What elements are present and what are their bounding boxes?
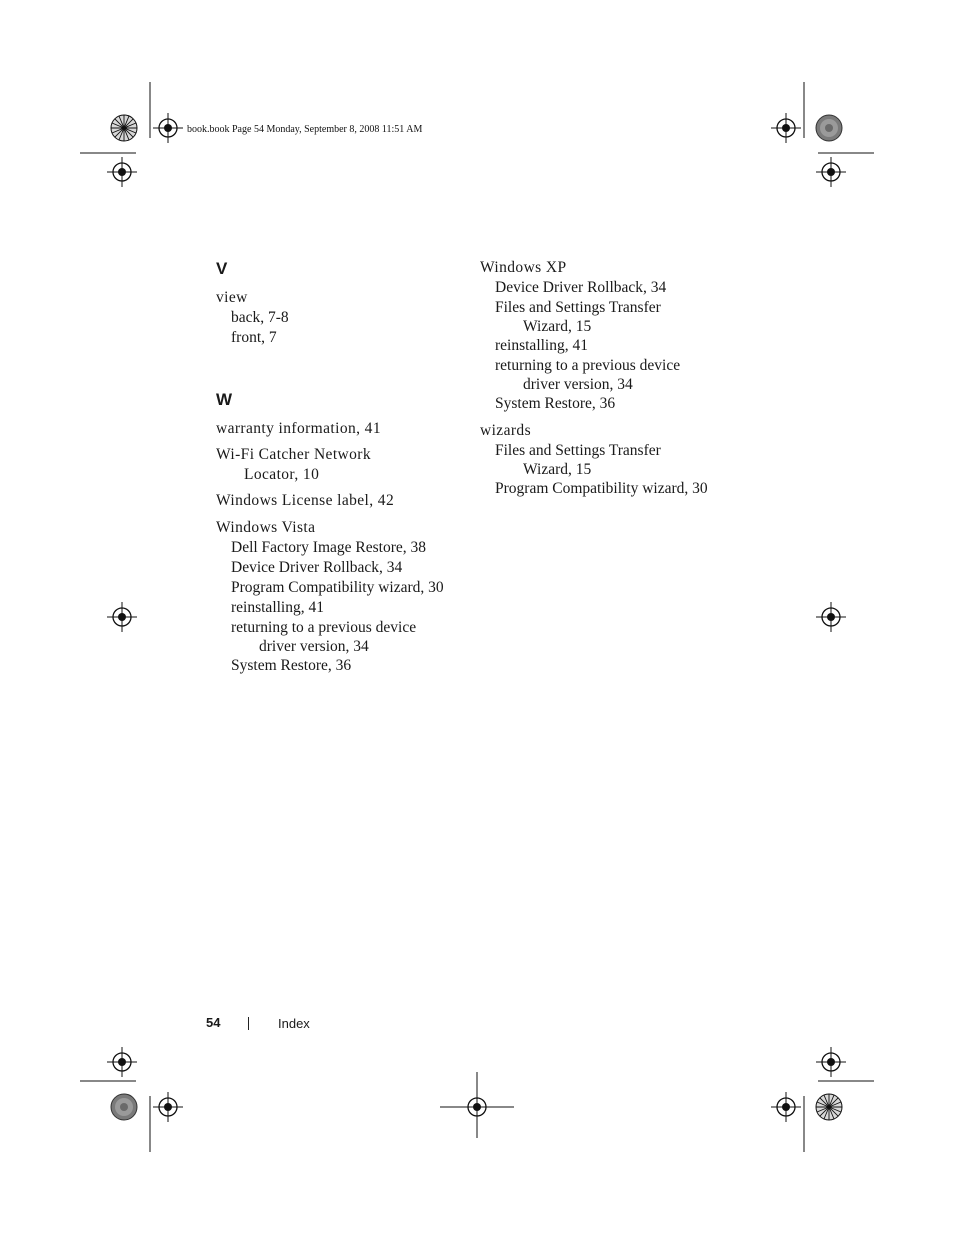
index-subentry	[480, 298, 740, 336]
index-column-right	[480, 258, 740, 499]
footer-section-label: Index	[278, 1016, 310, 1031]
index-entry-vista	[216, 518, 476, 676]
index-subentry: Program Compatibility wizard, 30	[231, 579, 444, 596]
index-entry-wizards	[480, 421, 740, 499]
print-slug: book.book Page 54 Monday, September 8, 2008 11:51 AM	[187, 124, 423, 135]
index-entry-warranty	[216, 419, 476, 439]
index-term: Windows License label, 42	[216, 492, 395, 509]
index-term: wizards	[480, 422, 532, 439]
footer-divider	[248, 1017, 249, 1030]
index-subentry: System Restore, 36	[495, 395, 616, 412]
index-term-line: Wi-Fi Catcher Network	[216, 446, 371, 463]
index-term: Windows XP	[480, 259, 567, 276]
index-subentry: Program Compatibility wizard, 30	[495, 480, 708, 497]
index-subentry: reinstalling, 41	[231, 599, 324, 616]
index-subentry	[480, 441, 740, 479]
index-subentry-line: returning to a previous device	[495, 357, 681, 374]
index-term: view	[216, 289, 248, 306]
index-entry-xp	[480, 258, 740, 414]
index-entry-view	[216, 288, 476, 348]
index-subentry	[216, 618, 476, 656]
index-entry-wifi	[216, 445, 476, 485]
index-subentry-continuation: Wizard, 15	[523, 318, 592, 335]
index-term	[216, 445, 476, 485]
index-entry-license	[216, 491, 476, 511]
index-subentry-continuation: Wizard, 15	[523, 461, 592, 478]
index-column-left	[216, 258, 476, 676]
index-subentry-continuation: driver version, 34	[523, 376, 633, 393]
index-subentry	[480, 356, 740, 394]
index-subentry: back, 7-8	[231, 309, 289, 326]
index-subentry: front, 7	[231, 329, 277, 346]
index-term: Windows Vista	[216, 519, 316, 536]
index-term-continuation: Locator, 10	[244, 466, 320, 483]
page-number: 54	[206, 1015, 221, 1030]
index-subentry: Device Driver Rollback, 34	[231, 559, 403, 576]
index-subentry: System Restore, 36	[231, 657, 352, 674]
index-letter-w: W	[216, 390, 233, 409]
index-subentry-line: Files and Settings Transfer	[495, 442, 661, 459]
index-subentry-line: Files and Settings Transfer	[495, 299, 661, 316]
index-subentry-line: returning to a previous device	[231, 619, 417, 636]
index-subentry: reinstalling, 41	[495, 337, 588, 354]
index-subentry-continuation: driver version, 34	[259, 638, 369, 655]
index-letter-v: V	[216, 259, 228, 278]
index-term: warranty information, 41	[216, 420, 381, 437]
index-subentry: Dell Factory Image Restore, 38	[231, 539, 426, 556]
index-subentry: Device Driver Rollback, 34	[495, 279, 667, 296]
